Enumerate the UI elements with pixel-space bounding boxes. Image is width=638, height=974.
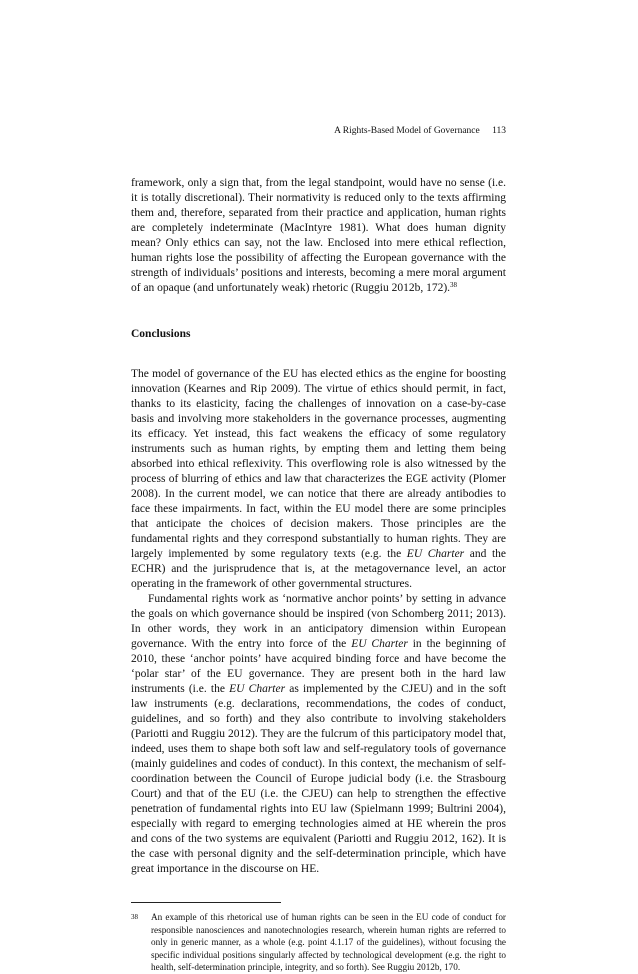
- paragraph-conclusions-2: [131, 592, 506, 877]
- paragraph-conclusions-1: [131, 367, 506, 592]
- footnote: [131, 911, 506, 974]
- footnote-reference: 38: [450, 281, 458, 289]
- paragraph-continued: [131, 176, 506, 296]
- footnote-text: An example of this rhetorical use of human rights can be seen in the EU code of conduct for responsible nanosciences and nanotechnologies research, wherein human rights are referred to only in generic manner, as a whole (e.g. point 4.1.17 of the guidelines), without focusing the specific individual positions singularly affected by technological development (e.g. the right to health, self-determination principle, integrity, and so forth). See Ruggiu 2012b, 170.: [151, 912, 506, 972]
- italic-term: EU Charter: [229, 683, 286, 695]
- italic-term: EU Charter: [351, 638, 408, 650]
- running-title: A Rights-Based Model of Governance: [334, 126, 480, 136]
- paragraph-text: in the beginning of 2010, these ‘anchor points’ have acquired binding force and have become the ‘polar star’ of the EU governance. They are present both in the hard law instruments (i.e. the: [131, 638, 506, 695]
- footnote-number: 38: [131, 913, 138, 921]
- italic-term: EU Charter: [406, 548, 465, 560]
- paragraph-text: and the ECHR) and the jurisprudence that is, at the metagovernance level, an actor operating in the framework of other governmental structures.: [131, 548, 507, 590]
- paragraph-text: as implemented by the CJEU) and in the soft law instruments (e.g. declarations, recommendations, the codes of conduct, guidelines, and so forth) and they also contribute to involving stakeholders (Pariotti and Ruggiu 2012). They are the fulcrum of this participatory model that, indeed, uses them to shape both soft law and self-regulatory tools of governance (mainly guidelines and codes of conduct). In this context, the mechanism of self-coordination between the Council of Europe judicial body (i.e. the Strasbourg Court) and that of the EU (i.e. the CJEU) can help to strengthen the effective penetration of fundamental rights into EU law (Spielmann 1999; Bultrini 2004), especially with regard to emerging technologies aimed at HE wherein the pros and cons of the two systems are equivalent (Pariotti and Ruggiu 2012, 162). It is the case with personal dignity and the self-determination principle, which have great importance in the discourse on HE.: [131, 683, 507, 875]
- paragraph-text: Fundamental rights work as ‘normative anchor points’ by setting in advance the goals on which governance should be inspired (von Schomberg 2011; 2013). In other words, they work in an anticipatory dimension within European governance. With the entry into force of the: [131, 593, 506, 650]
- paragraph-text: framework, only a sign that, from the legal standpoint, would have no sense (i.e. it is totally discretional). Their normativity is reduced only to the texts affirming them and, therefore, separated from their practice and application, human rights are completely indeterminate (MacIntyre 1981). What does human dignity mean? Only ethics can say, not the law. Enclosed into mere ethical reflection, human rights lose the possibility of affecting the European governance with the strength of individuals’ positions and interests, becoming a mere moral argument of an opaque (and unfortunately weak) rhetoric (Ruggiu 2012b, 172).: [131, 177, 506, 294]
- paragraph-text: The model of governance of the EU has elected ethics as the engine for boosting innovation (Kearnes and Rip 2009). The virtue of ethics should permit, in fact, thanks to its elasticity, facing the challenges of innovation on a case-by-case basis and involving more stakeholders in the governance processes, augmenting its efficacy. Yet instead, this fact weakens the efficacy of some regulatory instruments such as human rights, by empting them and letting them being absorbed into ethical reflexivity. This overflowing role is also witnessed by the process of blurring of ethics and law that characterizes the EGE activity (Plomer 2008). In the current model, we can notice that there are already antibodies to face these impairments. In fact, within the EU model there are some principles that anticipate the choices of decision makers. Those principles are the fundamental rights and they correspond substantially to human rights. They are largely implemented by some regulatory texts (e.g. the: [131, 368, 506, 560]
- page-body: [131, 176, 506, 974]
- section-heading: Conclusions: [131, 328, 191, 340]
- page-number: 113: [492, 126, 506, 136]
- running-header: [334, 126, 506, 136]
